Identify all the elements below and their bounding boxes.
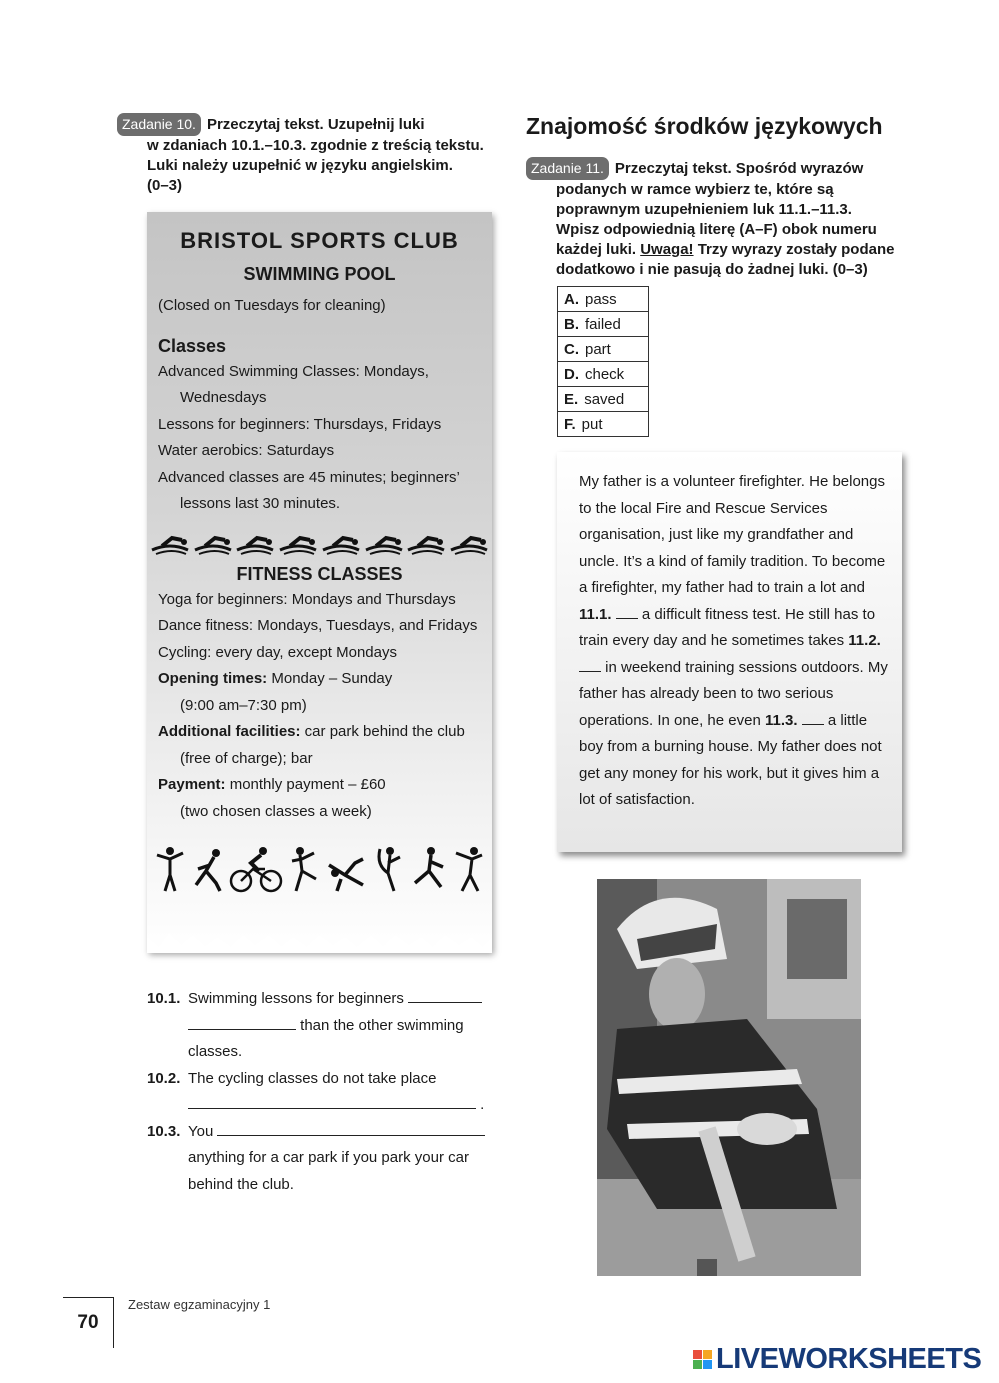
- logo-text: LIVEWORKSHEETS: [716, 1343, 982, 1375]
- option-row: B. failed: [558, 312, 649, 337]
- answer-blank[interactable]: [217, 1121, 485, 1136]
- class-line: Lessons for beginners: Thursdays, Fridays: [158, 415, 442, 433]
- fitness-heading: FITNESS CLASSES: [236, 563, 403, 584]
- club-info-box: [147, 212, 492, 952]
- task10-line: Luki należy uzupełnić w języku angielskim.: [147, 157, 453, 174]
- swimmer-icon: [235, 530, 275, 556]
- club-title: BRISTOL SPORTS CLUB: [180, 228, 459, 253]
- option-row: A. pass: [558, 287, 649, 312]
- answer-blank[interactable]: [188, 1094, 476, 1109]
- class-line: Advanced classes are 45 minutes; beginners’ lessons last 30 minutes.: [158, 468, 460, 512]
- gap-11-1-input[interactable]: [616, 606, 638, 619]
- swimmer-icons-row: [147, 530, 492, 556]
- gap-11-3-input[interactable]: [802, 712, 824, 725]
- option-row: E. saved: [558, 387, 649, 412]
- fitness-figures-row: [147, 845, 492, 893]
- swimmer-icon: [278, 530, 318, 556]
- breakdance-figure-icon: [192, 845, 222, 893]
- word-options-box: [557, 286, 649, 437]
- torn-edge: [147, 929, 492, 953]
- question-10-3-cont: anything for a car park if you park your car: [188, 1149, 469, 1166]
- option-row: F. put: [558, 412, 649, 437]
- swimmer-icon: [449, 530, 489, 556]
- class-line: Water aerobics: Saturdays: [158, 442, 335, 459]
- task10-line: Przeczytaj tekst. Uzupełnij luki: [206, 116, 425, 133]
- class-line: Advanced Swimming Classes: Mondays, Wednesdays: [158, 362, 429, 406]
- swimmer-icon: [406, 530, 446, 556]
- task10-instruction: [117, 113, 497, 196]
- dancer-figure-icon: [454, 845, 484, 893]
- fitness-line: Cycling: every day, except Mondays: [158, 643, 397, 661]
- liveworksheets-logo: [693, 1343, 981, 1376]
- option-row: C. part: [558, 337, 649, 362]
- task10-line: w zdaniach 10.1.–10.3. zgodnie z treścią tekstu.: [147, 137, 484, 154]
- task10-line: (0–3): [147, 177, 183, 194]
- story-text-box: My father is a volunteer firefighter. He belongs to the local Fire and Rescue Services organisation, just like my grandfather and uncle. It’s a kind of family tradition. To become a firefighter, my father had to train a lot and 11.1. a difficult fitness test. He still has to train every day and he sometimes takes 11.2. in weekend training sessions outdoors. My father has already been to two serious operations. In one, he even 11.3. a little boy from a burning house. My father does not get any money for his work, but it gives him a lot of satisfaction.: [557, 452, 902, 852]
- question-10-1: 10.1. Swimming lessons for beginners: [147, 986, 492, 1013]
- answer-blank[interactable]: [408, 988, 482, 1003]
- question-10-2: 10.2. The cycling classes do not take place: [147, 1069, 437, 1087]
- answer-blank[interactable]: [188, 1015, 296, 1030]
- payment: Payment: monthly payment – £60 (two chosen classes a week): [158, 776, 386, 820]
- yoga-figure-icon: [155, 845, 185, 893]
- question-10-3-end: behind the club.: [188, 1175, 294, 1193]
- logo-grid-icon: [693, 1350, 712, 1369]
- fitness-line: Yoga for beginners: Mondays and Thursdays: [158, 590, 456, 608]
- cyclist-icon: [229, 845, 283, 893]
- footer-series: Zestaw egzaminacyjny 1: [128, 1297, 271, 1312]
- opening-times: Opening times: Monday – Sunday (9:00 am–7:30 pm): [158, 670, 393, 714]
- task11-instruction: Zadanie 11. Przeczytaj tekst. Spośród wyrazów podanych w ramce wybierz te, które są poprawnym uzupełnieniem luk 11.1.–11.3. Wpisz odpowiednią literę (A–F) obok numeru każdej luki. Uwaga! Trzy wyrazy zostały podane dodatkowo i nie pasują do żadnej luki. (0–3): [526, 157, 926, 280]
- closed-note: (Closed on Tuesdays for cleaning): [158, 297, 386, 314]
- swimmer-icon: [193, 530, 233, 556]
- ribbon-dancer-icon: [374, 845, 404, 893]
- task10-questions: [147, 986, 492, 1198]
- page-number: 70: [63, 1297, 114, 1348]
- breakdance-figure-icon: [411, 845, 447, 893]
- swimmer-icon: [364, 530, 404, 556]
- question-10-3: 10.3. You: [147, 1119, 492, 1146]
- question-10-2-cont: .: [147, 1092, 492, 1119]
- question-10-1-cont: than the other swimming: [147, 1013, 492, 1040]
- option-row: D. check: [558, 362, 649, 387]
- section-title: Znajomość środków językowych: [526, 113, 883, 139]
- gap-11-2-input[interactable]: [579, 659, 601, 672]
- classes-heading: Classes: [158, 335, 227, 356]
- fitness-line: Dance fitness: Mondays, Tuesdays, and Fridays: [158, 617, 478, 634]
- dancer-figure-icon: [290, 845, 320, 893]
- task11-badge: Zadanie 11.: [526, 157, 609, 180]
- pool-heading: SWIMMING POOL: [243, 264, 396, 284]
- task10-badge: Zadanie 10.: [117, 113, 201, 136]
- swimmer-icon: [150, 530, 190, 556]
- swimmer-icon: [321, 530, 361, 556]
- firefighter-photo: [597, 879, 861, 1276]
- additional-facilities: Additional facilities: car park behind the club (free of charge); bar: [158, 723, 465, 767]
- question-10-1-end: classes.: [188, 1043, 243, 1060]
- breakdance-figure-icon: [327, 845, 367, 893]
